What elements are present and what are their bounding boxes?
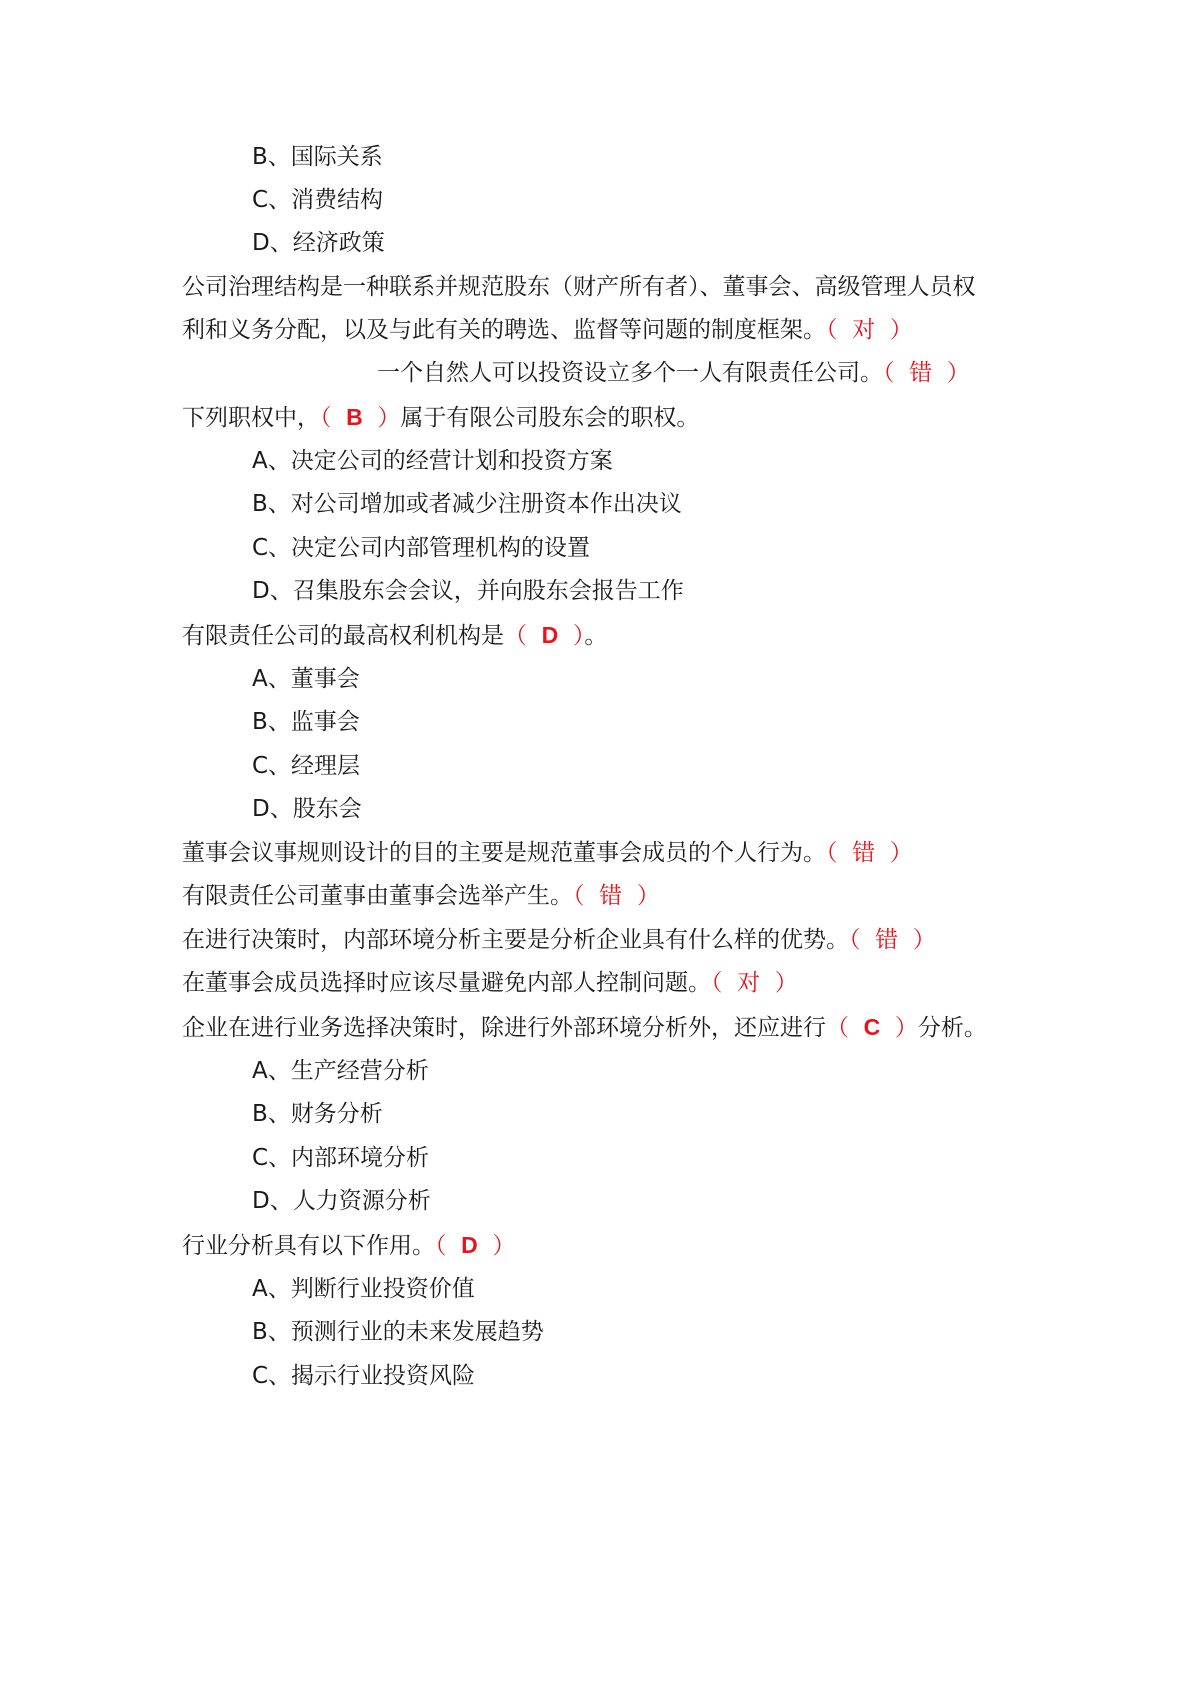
question-text: 在进行决策时，内部环境分析主要是分析企业具有什么样的优势。 xyxy=(182,927,849,953)
option-line: B、对公司增加或者减少注册资本作出决议 xyxy=(252,491,682,517)
question-line xyxy=(182,881,660,911)
answer-close-paren: ） xyxy=(912,927,936,953)
option-line: B、国际关系 xyxy=(252,144,383,170)
answer-close-paren: ） xyxy=(572,623,585,649)
option-line: C、揭示行业投资风险 xyxy=(252,1363,476,1389)
question-text: 一个自然人可以投资设立多个一人有限责任公司。 xyxy=(377,360,883,386)
answer-mark: 错 xyxy=(909,360,933,386)
question-text: 属于有限公司股东会的职权。 xyxy=(400,405,700,431)
option-line: C、消费结构 xyxy=(252,187,384,213)
answer-mark: 错 xyxy=(852,840,876,866)
answer-open-paren: （ xyxy=(883,360,895,386)
answer-mark: 对 xyxy=(737,970,761,996)
option-line: C、内部环境分析 xyxy=(252,1145,430,1171)
option-line: D、股东会 xyxy=(252,796,362,822)
answer-close-paren: ） xyxy=(636,883,660,909)
answer-open-paren: （ xyxy=(573,883,585,909)
answer-open-paren: （ xyxy=(320,405,332,431)
question-line xyxy=(182,968,798,998)
answer-close-paren: ） xyxy=(377,405,401,431)
question-line: 公司治理结构是一种联系并规范股东（财产所有者）、董事会、高级管理人员权 xyxy=(182,274,976,300)
option-line: C、决定公司内部管理机构的设置 xyxy=(252,535,591,561)
answer-open-paren: （ xyxy=(711,970,723,996)
question-text: 董事会议事规则设计的目的主要是规范董事会成员的个人行为。 xyxy=(182,840,826,866)
answer-close-paren: ） xyxy=(946,360,970,386)
option-line: A、生产经营分析 xyxy=(252,1058,429,1084)
question-line xyxy=(182,925,936,955)
option-line: B、财务分析 xyxy=(252,1101,383,1127)
option-line: D、召集股东会会议，并向股东会报告工作 xyxy=(252,578,684,604)
answer-open-paren: （ xyxy=(826,317,838,343)
answer-open-paren: （ xyxy=(826,1015,849,1041)
answer-mark: D xyxy=(461,1232,478,1258)
answer-open-paren: （ xyxy=(504,623,527,649)
answer-mark: C xyxy=(863,1014,881,1040)
question-line xyxy=(182,315,913,345)
question-line xyxy=(377,358,970,388)
answer-open-paren: （ xyxy=(826,840,838,866)
answer-mark: B xyxy=(346,404,363,430)
answer-close-paren: ） xyxy=(492,1233,516,1259)
option-line: A、董事会 xyxy=(252,666,360,692)
question-line xyxy=(182,1012,987,1043)
question-line xyxy=(182,838,913,868)
option-line: A、判断行业投资价值 xyxy=(252,1276,475,1302)
question-text: 利和义务分配，以及与此有关的聘选、监督等问题的制度框架。 xyxy=(182,317,826,343)
answer-close-paren: ） xyxy=(774,970,798,996)
answer-mark: 错 xyxy=(875,927,899,953)
question-text: 有限责任公司董事由董事会选举产生。 xyxy=(182,883,573,909)
option-line: B、预测行业的未来发展趋势 xyxy=(252,1319,544,1345)
question-text: 有限责任公司的最高权利机构是 xyxy=(182,623,504,649)
option-line: C、经理层 xyxy=(252,753,361,779)
answer-open-paren: （ xyxy=(435,1233,447,1259)
question-text: 下列职权中， xyxy=(182,405,320,431)
question-line xyxy=(182,620,607,651)
option-line: D、人力资源分析 xyxy=(252,1188,431,1214)
question-line xyxy=(182,402,699,433)
question-line xyxy=(182,1230,515,1261)
answer-mark: 对 xyxy=(852,317,876,343)
question-text: 。 xyxy=(584,623,608,649)
option-line: B、监事会 xyxy=(252,709,360,735)
answer-close-paren: ） xyxy=(889,840,913,866)
answer-mark: 错 xyxy=(599,883,623,909)
option-line: D、经济政策 xyxy=(252,230,385,256)
answer-close-paren: ） xyxy=(894,1015,918,1041)
option-line: A、决定公司的经营计划和投资方案 xyxy=(252,448,613,474)
question-text: 企业在进行业务选择决策时，除进行外部环境分析外，还应进行 xyxy=(182,1015,826,1041)
question-text: 在董事会成员选择时应该尽量避免内部人控制问题。 xyxy=(182,970,711,996)
answer-mark: D xyxy=(541,622,559,648)
answer-open-paren: （ xyxy=(849,927,861,953)
question-text: 分析。 xyxy=(917,1015,987,1041)
question-text: 行业分析具有以下作用。 xyxy=(182,1233,435,1259)
answer-close-paren: ） xyxy=(889,317,913,343)
